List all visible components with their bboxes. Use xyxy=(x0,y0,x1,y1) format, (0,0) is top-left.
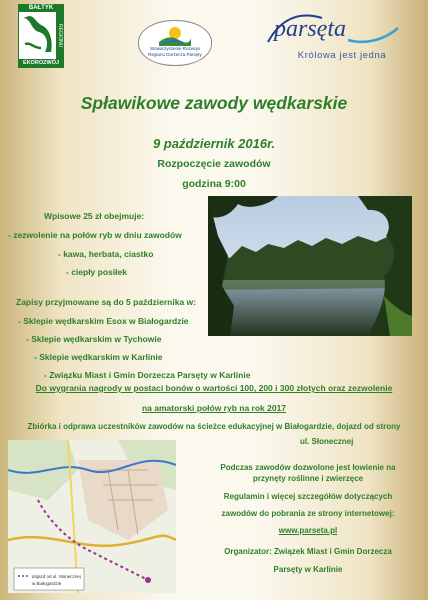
prize-line2: na amatorski połów ryb na rok 2017 xyxy=(141,403,287,413)
meeting-line1: Zbiórka i odprawa uczestników zawodów na ścieżce edukacyjnej w Białogardzie, dojazd od strony xyxy=(27,422,401,431)
association-name-line1: Stowarzyszenie Rozwoju xyxy=(149,46,201,51)
parseta-wordmark xyxy=(262,6,412,48)
fee-item: - ciepły posiłek xyxy=(66,267,127,277)
rules-line2: przynęty roślinne i zwierzęce xyxy=(252,474,364,483)
registration-heading: Zapisy przyjmowane są do 5 października w: xyxy=(16,297,196,307)
location-map xyxy=(8,440,176,593)
logo-regionu-text: REGIONU xyxy=(56,12,63,59)
logo-baltyk-text: BAŁTYK xyxy=(19,5,63,12)
organizer-line1: Organizator: Związek Miast i Gmin Dorzecza xyxy=(224,547,392,556)
regulations-line1: Regulamin i więcej szczegółów dotyczących xyxy=(223,492,393,501)
parseta-brand-text: parsęta xyxy=(274,16,346,42)
baltyk-logo xyxy=(18,4,64,68)
parseta-tagline: Królowa jest jedna xyxy=(297,50,387,61)
page-title: Spławikowe zawody wędkarskie xyxy=(80,93,348,113)
event-date: 9 październik 2016r. xyxy=(152,136,276,151)
map-legend-line2: w Białogardzie xyxy=(32,581,62,586)
registration-item: - Sklepie wędkarskim w Tychowie xyxy=(26,334,162,344)
fee-heading: Wpisowe 25 zł obejmuje: xyxy=(44,211,145,221)
parseta-logo xyxy=(262,6,412,64)
start-time: godzina 9:00 xyxy=(182,178,246,190)
river-emblem-icon xyxy=(21,14,53,56)
registration-item: - Sklepie wędkarskim Esox w Białogardzie xyxy=(18,316,189,326)
fee-item: - kawa, herbata, ciastko xyxy=(58,249,154,259)
sun-hills-icon xyxy=(159,24,191,46)
prize-line1: Do wygrania nagrody w postaci bonów o wartości 100, 200 i 300 złotych oraz zezwolenie xyxy=(35,383,393,393)
association-name-line2: Regionu Dorzecza Parsęty xyxy=(148,51,202,57)
logo-ekorozwoj-text: EKOROZWÓJ xyxy=(19,59,63,67)
regulations-line2: zawodów do pobrania ze strony internetowej: xyxy=(221,509,395,518)
registration-item: - Sklepie wędkarskim w Karlinie xyxy=(34,352,163,362)
river-photo xyxy=(208,196,412,336)
map-legend-line1: dojazd od ul. Słonecznej xyxy=(32,574,81,579)
registration-item: - Związku Miast i Gmin Dorzecza Parsęty w Karlinie xyxy=(44,370,251,380)
rules-line1: Podczas zawodów dozwolone jest łowienie na xyxy=(220,463,396,472)
website-link[interactable]: www.parseta.pl xyxy=(278,526,338,535)
meeting-line2: ul. Słonecznej xyxy=(300,437,354,446)
association-logo xyxy=(138,20,212,66)
start-label: Rozpoczęcie zawodów xyxy=(157,158,271,170)
fee-item: - zezwolenie na połów ryb w dniu zawodów xyxy=(8,230,182,240)
organizer-line2: Parsęty w Karlinie xyxy=(273,565,343,574)
